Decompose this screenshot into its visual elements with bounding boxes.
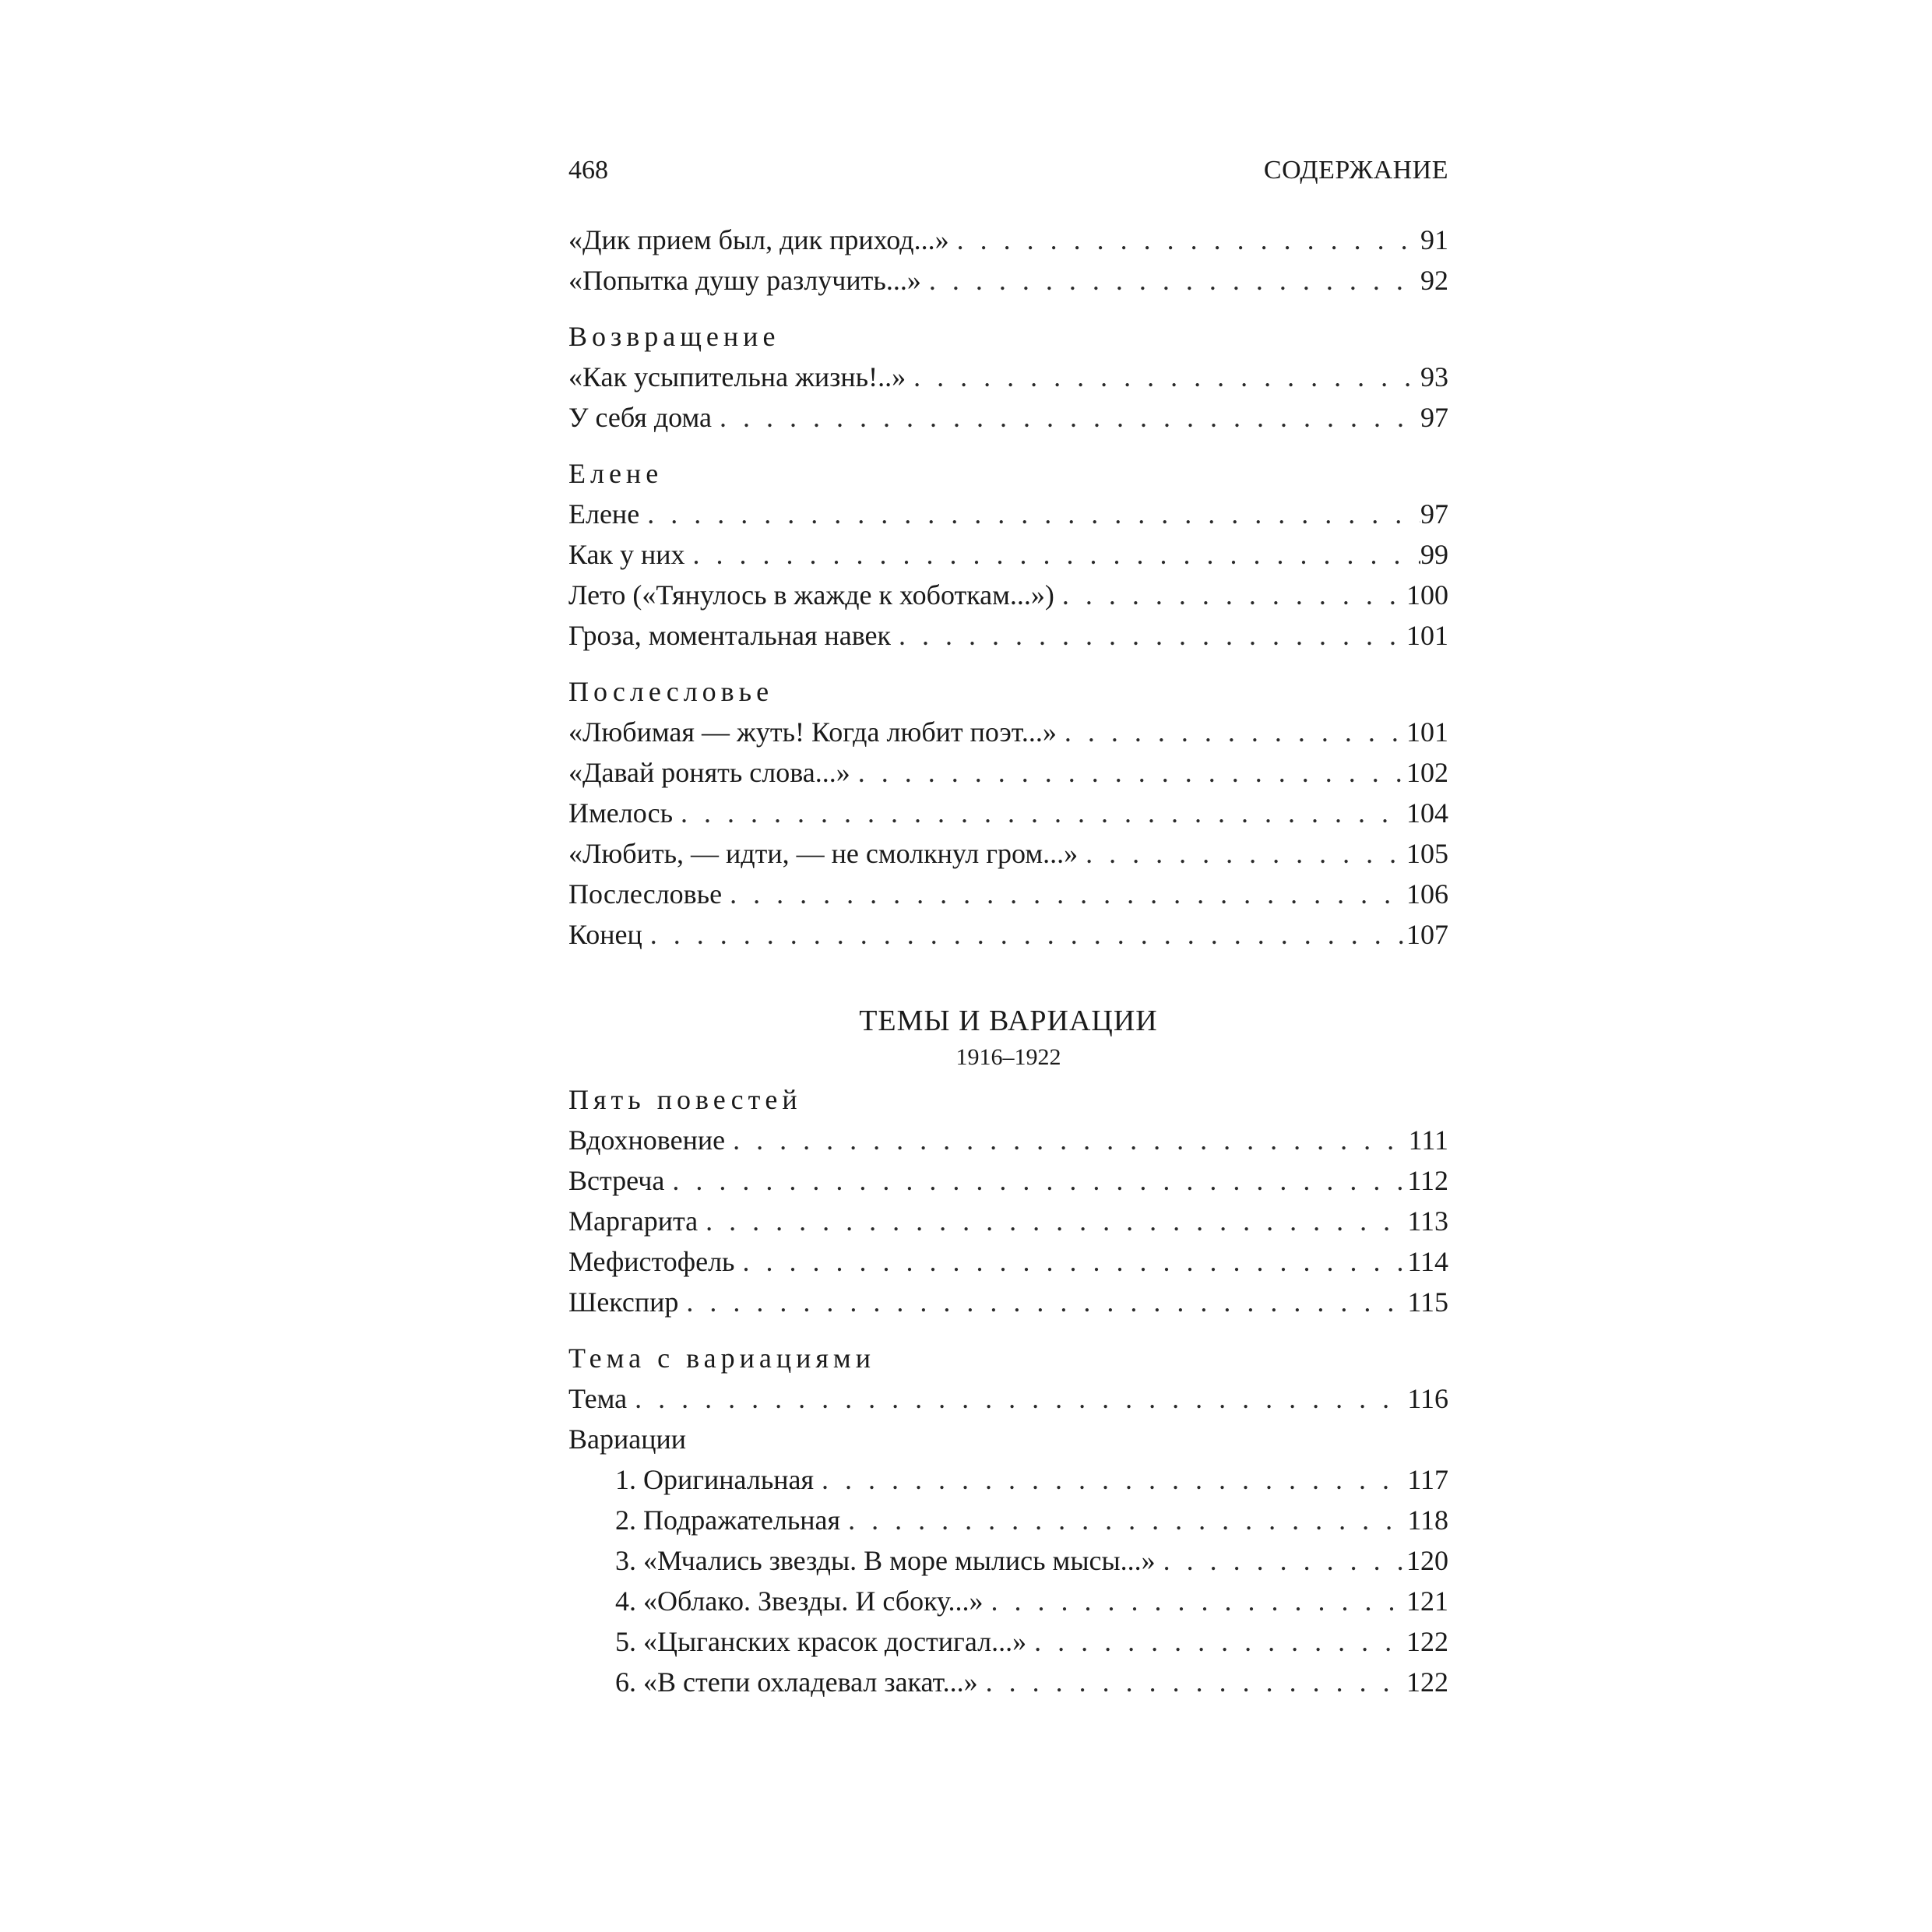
dot-leader <box>921 260 1420 301</box>
entry-title: Имелось <box>568 797 674 829</box>
dot-leader <box>949 220 1420 260</box>
entry-title: Конец <box>568 919 642 950</box>
entry-title: Лето («Тянулось в жажде к хоботкам...») <box>568 579 1054 611</box>
toc-entry[interactable] <box>568 1120 1448 1160</box>
toc-entry[interactable] <box>568 914 1448 955</box>
toc-page <box>568 156 1448 1702</box>
entry-page: 100 <box>1406 579 1448 611</box>
section-heading-elene: Елене <box>568 458 663 489</box>
part-years: 1916–1922 <box>955 1044 1061 1070</box>
dot-leader <box>891 615 1406 656</box>
entry-title: Шекспир <box>568 1286 679 1318</box>
entry-title: Гроза, моментальная навек <box>568 620 892 651</box>
entry-title: «Любимая — жуть! Когда любит поэт...» <box>568 716 1057 748</box>
dot-leader <box>673 793 1406 833</box>
entry-page: 112 <box>1407 1165 1448 1196</box>
entry-title: 1. Оригинальная <box>615 1464 815 1495</box>
entry-page: 106 <box>1406 878 1448 910</box>
entry-page: 105 <box>1406 838 1448 869</box>
page-number: 468 <box>568 156 608 185</box>
entry-title: 5. «Цыганских красок достигал...» <box>615 1626 1027 1657</box>
entry-page: 97 <box>1420 498 1448 530</box>
section-heading-pyat-povestey: Пять повестей <box>568 1084 802 1115</box>
dot-leader <box>1078 833 1406 874</box>
dot-leader <box>639 494 1420 534</box>
dot-leader <box>1156 1540 1406 1581</box>
dot-leader <box>725 1120 1409 1160</box>
toc-entry[interactable] <box>568 534 1448 575</box>
entry-title: Маргарита <box>568 1205 699 1237</box>
toc-entry[interactable] <box>568 1282 1448 1322</box>
entry-page: 122 <box>1406 1626 1448 1657</box>
dot-leader <box>978 1662 1406 1702</box>
dot-leader <box>642 914 1406 955</box>
dot-leader <box>850 752 1406 793</box>
toc-entry[interactable] <box>568 1241 1448 1282</box>
entry-title: Как у них <box>568 539 685 570</box>
toc-entry[interactable] <box>568 1540 1448 1581</box>
dot-leader <box>734 1241 1407 1282</box>
entry-page: 104 <box>1406 797 1448 829</box>
dot-leader <box>698 1201 1407 1241</box>
entry-page: 91 <box>1420 224 1448 255</box>
dot-leader <box>685 534 1420 575</box>
entry-page: 115 <box>1407 1286 1448 1318</box>
entry-page: 120 <box>1406 1545 1448 1576</box>
section-heading-tema: Тема с вариациями <box>568 1343 875 1374</box>
toc-entry[interactable] <box>568 615 1448 656</box>
part-title: ТЕМЫ И ВАРИАЦИИ <box>859 1005 1158 1037</box>
entry-page: 99 <box>1420 539 1448 570</box>
entry-page: 102 <box>1406 757 1448 788</box>
entry-title: 6. «В степи охладевал закат...» <box>615 1666 978 1698</box>
toc-entry[interactable] <box>568 1201 1448 1241</box>
entry-page: 114 <box>1407 1246 1448 1277</box>
dot-leader <box>814 1459 1407 1500</box>
toc-entry[interactable] <box>568 874 1448 914</box>
entry-page: 101 <box>1406 716 1448 748</box>
entry-title: 4. «Облако. Звезды. И сбоку...» <box>615 1585 984 1617</box>
toc-entry[interactable] <box>568 1581 1448 1621</box>
entry-title: Тема <box>568 1383 628 1414</box>
toc-entry[interactable] <box>568 1459 1448 1500</box>
entry-page: 113 <box>1407 1205 1448 1237</box>
toc-entry[interactable] <box>568 1621 1448 1662</box>
toc-entry[interactable] <box>568 833 1448 874</box>
entry-title: «Давай ронять слова...» <box>568 757 850 788</box>
entry-title: «Попытка душу разлучить...» <box>568 265 921 296</box>
entry-page: 121 <box>1406 1585 1448 1617</box>
entry-page: 117 <box>1407 1464 1448 1495</box>
entry-title: 3. «Мчались звезды. В море мылись мысы...» <box>615 1545 1156 1576</box>
entry-page: 118 <box>1407 1504 1448 1536</box>
dot-leader <box>712 397 1420 438</box>
toc-entry[interactable] <box>568 1160 1448 1201</box>
entry-page: 111 <box>1408 1124 1448 1156</box>
toc-entry[interactable] <box>568 575 1448 615</box>
entry-title: «Любить, — идти, — не смолкнул гром...» <box>568 838 1079 869</box>
entry-title: «Дик прием был, дик приход...» <box>568 224 949 255</box>
entry-title: Елене <box>568 498 640 530</box>
dot-leader <box>722 874 1406 914</box>
toc-entry[interactable] <box>568 1378 1448 1419</box>
dot-leader <box>983 1581 1406 1621</box>
entry-page: 93 <box>1420 361 1448 392</box>
toc-entry[interactable] <box>568 1500 1448 1540</box>
dot-leader <box>906 357 1420 397</box>
running-title: СОДЕРЖАНИЕ <box>1263 156 1448 185</box>
toc-entry[interactable] <box>568 752 1448 793</box>
toc-entry[interactable] <box>568 793 1448 833</box>
entry-page: 97 <box>1420 402 1448 433</box>
dot-leader <box>664 1160 1407 1201</box>
dot-leader <box>627 1378 1407 1419</box>
toc-entry[interactable] <box>568 494 1448 534</box>
subheading-variatsii: Вариации <box>568 1423 687 1455</box>
toc-entry[interactable] <box>568 712 1448 752</box>
entry-title: Послесловье <box>568 878 723 910</box>
toc-entry[interactable] <box>568 260 1448 301</box>
entry-page: 116 <box>1407 1383 1448 1414</box>
toc-entry[interactable] <box>568 1662 1448 1702</box>
entry-title: «Как усыпительна жизнь!..» <box>568 361 906 392</box>
entry-title: Мефистофель <box>568 1246 735 1277</box>
entry-title: У себя дома <box>568 402 713 433</box>
entry-page: 92 <box>1420 265 1448 296</box>
dot-leader <box>1057 712 1406 752</box>
dot-leader <box>840 1500 1407 1540</box>
entry-page: 107 <box>1406 919 1448 950</box>
dot-leader <box>678 1282 1407 1322</box>
running-head <box>568 156 1448 196</box>
dot-leader <box>1054 575 1406 615</box>
dot-leader <box>1026 1621 1406 1662</box>
toc-entry[interactable] <box>568 397 1448 438</box>
toc-entry[interactable] <box>568 357 1448 397</box>
entry-page: 101 <box>1406 620 1448 651</box>
section-heading-posleslovye: Послесловье <box>568 676 774 707</box>
entry-title: Вдохновение <box>568 1124 726 1156</box>
toc-entry[interactable] <box>568 220 1448 260</box>
entry-title: Встреча <box>568 1165 665 1196</box>
entry-page: 122 <box>1406 1666 1448 1698</box>
entry-title: 2. Подражательная <box>615 1504 841 1536</box>
section-heading-vozvrashchenie: Возвращение <box>568 321 780 352</box>
